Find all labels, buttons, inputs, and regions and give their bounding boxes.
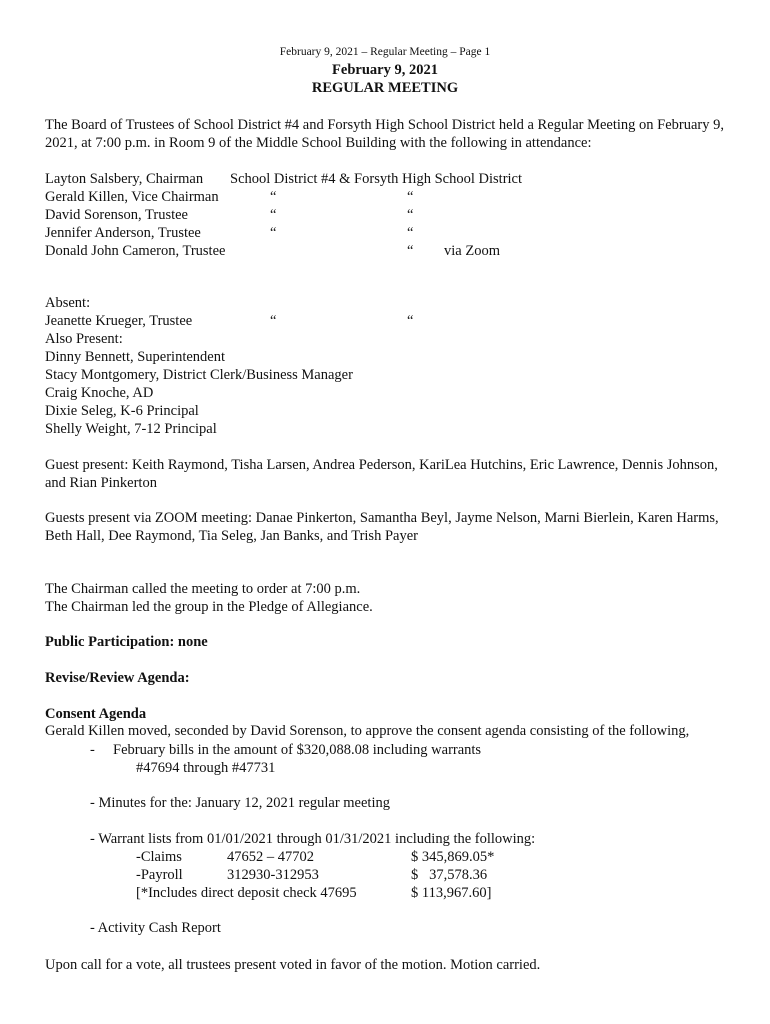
also-present-item: Craig Knoche, AD — [45, 385, 154, 401]
consent-agenda-heading: Consent Agenda — [45, 706, 147, 722]
ditto-mark: “ — [407, 225, 414, 241]
vote-result: Upon call for a vote, all trustees present voted in favor of the motion. Motion carried. — [45, 957, 541, 973]
warrant-label: [*Includes direct deposit check 47695 — [136, 885, 357, 901]
warrant-amount: $ 113,967.60] — [411, 885, 492, 901]
attendee-name: Donald John Cameron, Trustee — [45, 243, 226, 259]
also-present-item: Stacy Montgomery, District Clerk/Business Manager — [45, 367, 353, 383]
attendee-name: Jennifer Anderson, Trustee — [45, 225, 201, 241]
warrant-range: 47652 – 47702 — [227, 849, 314, 865]
consent-motion: Gerald Killen moved, seconded by David Sorenson, to approve the consent agenda consisting of the following, — [45, 723, 690, 739]
warrant-amount: $ 345,869.05* — [411, 849, 495, 865]
activity-cash-item: - Activity Cash Report — [90, 920, 221, 936]
bills-warrant-range: #47694 through #47731 — [136, 760, 276, 776]
warrant-label: -Payroll — [136, 867, 183, 883]
ditto-mark: “ — [270, 207, 277, 223]
revise-review-heading: Revise/Review Agenda: — [45, 670, 190, 686]
ditto-mark: “ — [270, 189, 277, 205]
attendee-district: School District #4 & Forsyth High School District — [230, 171, 523, 187]
absent-label: Absent: — [45, 295, 91, 311]
ditto-mark: “ — [270, 313, 277, 329]
warrant-lists-item: - Warrant lists from 01/01/2021 through 01/31/2021 including the following: — [90, 831, 536, 847]
minutes-item: - Minutes for the: January 12, 2021 regular meeting — [90, 795, 390, 811]
also-present-item: Dinny Bennett, Superintendent — [45, 349, 226, 365]
warrant-range: 312930-312953 — [227, 867, 319, 883]
public-participation-heading: Public Participation: none — [45, 634, 208, 650]
guests-paragraph: Guest present: Keith Raymond, Tisha Larsen, Andrea Pederson, KariLea Hutchins, Eric Lawrence, Dennis Johnson, and Rian Pinkerton — [45, 457, 718, 491]
ditto-mark: “ — [407, 243, 414, 259]
ditto-mark: “ — [407, 207, 414, 223]
warrant-amount: $ 37,578.36 — [411, 867, 488, 883]
page-header: February 9, 2021 – Regular Meeting – Page 1 — [279, 46, 491, 58]
attendee-name: David Sorenson, Trustee — [45, 207, 188, 223]
ditto-mark: “ — [407, 313, 414, 329]
title-meeting: REGULAR MEETING — [311, 80, 459, 96]
attendee-note: via Zoom — [444, 243, 500, 259]
also-present-label: Also Present: — [45, 331, 123, 347]
ditto-mark: “ — [407, 189, 414, 205]
pledge: The Chairman led the group in the Pledge of Allegiance. — [45, 599, 373, 615]
attendee-name: Gerald Killen, Vice Chairman — [45, 189, 219, 205]
intro-paragraph: The Board of Trustees of School District #4 and Forsyth High School District held a Regular Meeting on February 9, 2021, at 7:00 p.m. in Room 9 of the Middle School Building with the following in attendance: — [45, 117, 724, 151]
also-present-item: Shelly Weight, 7-12 Principal — [45, 421, 217, 437]
warrant-label: -Claims — [136, 849, 182, 865]
list-dash: - — [90, 742, 95, 758]
also-present-item: Dixie Seleg, K-6 Principal — [45, 403, 199, 419]
absent-name: Jeanette Krueger, Trustee — [45, 313, 193, 329]
bills-line: February bills in the amount of $320,088.08 including warrants — [113, 742, 482, 758]
call-to-order: The Chairman called the meeting to order at 7:00 p.m. — [45, 581, 361, 597]
title-date: February 9, 2021 — [332, 62, 438, 78]
attendee-name: Layton Salsbery, Chairman — [45, 171, 204, 187]
guests-zoom-paragraph: Guests present via ZOOM meeting: Danae Pinkerton, Samantha Beyl, Jayme Nelson, Marni Bierlein, Karen Harms, Beth Hall, Dee Raymond, Tia Seleg, Jan Banks, and Trish Payer — [45, 510, 719, 544]
ditto-mark: “ — [270, 225, 277, 241]
